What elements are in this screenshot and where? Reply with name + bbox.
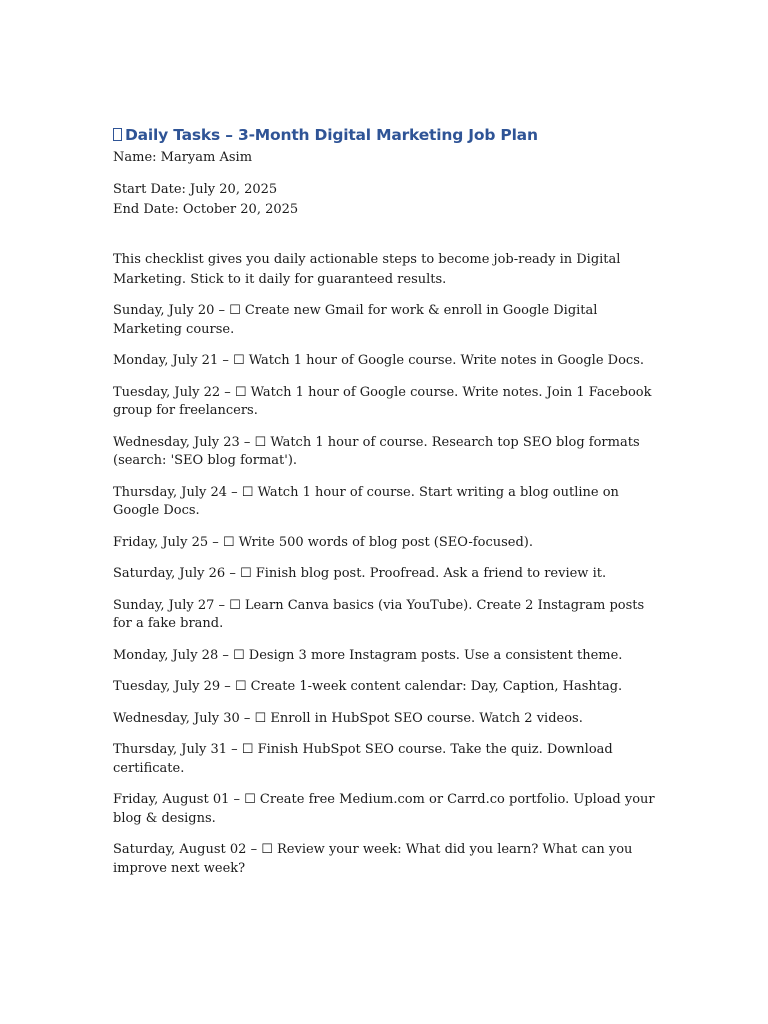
task-checkbox-icon[interactable]: ☐ (234, 384, 247, 400)
task-text: Create new Gmail for work & enroll in Google Digital Marketing course. (113, 303, 598, 337)
task-text: Create free Medium.com or Carrd.co portfolio. Upload your blog & designs. (113, 792, 655, 826)
missing-glyph-icon (113, 128, 122, 141)
task-item: Wednesday, July 23 – ☐ Watch 1 hour of course. Research top SEO blog formats (search: 'SEO blog format'). (113, 434, 640, 468)
task-text: Design 3 more Instagram posts. Use a consistent theme. (244, 647, 623, 663)
end-date-line: End Date: October 20, 2025 (113, 202, 299, 217)
name-line: Name: Maryam Asim (113, 150, 253, 165)
task-day: Sunday, July 20 (113, 303, 215, 318)
task-item: Thursday, July 24 – ☐ Watch 1 hour of course. Start writing a blog outline on Google Docs. (113, 484, 619, 518)
task-text: Review your week: What did you learn? What can you improve next week? (113, 842, 633, 876)
task-day: Friday, July 25 (113, 534, 209, 550)
task-item: Saturday, July 26 – ☐ Finish blog post. Proofread. Ask a friend to review it. (113, 565, 658, 584)
task-day: Monday, July 28 (113, 647, 219, 663)
task-checkbox-icon[interactable]: ☐ (239, 566, 252, 581)
task-day: Tuesday, July 29 (113, 679, 221, 694)
task-day: Monday, July 21 (113, 353, 219, 368)
task-day: Tuesday, July 22 (113, 384, 221, 400)
task-text: Watch 1 hour of course. Research top SEO blog formats (search: 'SEO blog format'). (113, 434, 640, 468)
task-checkbox-icon[interactable]: ☐ (233, 353, 245, 368)
task-item: Saturday, August 02 – ☐ Review your week: What did you learn? What can you improve next week? (113, 842, 633, 876)
task-item: Tuesday, July 22 – ☐ Watch 1 hour of Google course. Write notes. Join 1 Facebook group for freelancers. (113, 384, 652, 418)
task-day: Wednesday, July 23 (113, 434, 240, 450)
task-day: Sunday, July 27 (113, 597, 215, 613)
task-day: Thursday, July 31 (113, 742, 228, 757)
task-text: Learn Canva basics (via YouTube). Create 2 Instagram posts for a fake brand. (113, 597, 645, 631)
task-text: Create 1-week content calendar: Day, Caption, Hashtag. (246, 679, 623, 694)
task-text: Watch 1 hour of Google course. Write notes in Google Docs. (244, 353, 644, 368)
document-page (113, 124, 658, 878)
start-date-line: Start Date: July 20, 2025 (113, 182, 278, 197)
task-checkbox-icon[interactable]: ☐ (254, 434, 267, 450)
task-text: Enroll in HubSpot SEO course. Watch 2 videos. (266, 710, 583, 726)
intro-paragraph: This checklist gives you daily actionable steps to become job-ready in Digital Marketing. Stick to it daily for guaranteed results. (113, 252, 621, 287)
task-day: Friday, August 01 (113, 792, 230, 807)
task-checkbox-icon[interactable]: ☐ (244, 792, 256, 807)
task-text: Finish blog post. Proofread. Ask a friend to review it. (251, 566, 607, 581)
task-day: Wednesday, July 30 (113, 710, 240, 726)
document-title (113, 124, 658, 146)
task-text: Watch 1 hour of course. Start writing a blog outline on Google Docs. (113, 484, 619, 518)
task-checkbox-icon[interactable]: ☐ (241, 484, 254, 500)
task-day: Saturday, August 02 (113, 842, 247, 857)
task-text: Write 500 words of blog post (SEO-focused). (234, 534, 533, 550)
task-list (113, 302, 658, 878)
task-text: Watch 1 hour of Google course. Write notes. Join 1 Facebook group for freelancers. (113, 384, 652, 418)
document-title-text: Daily Tasks – 3-Month Digital Marketing Job Plan (125, 126, 538, 144)
task-checkbox-icon[interactable]: ☐ (229, 597, 241, 613)
task-day: Thursday, July 24 (113, 484, 228, 500)
task-checkbox-icon[interactable]: ☐ (234, 679, 247, 694)
task-item: Thursday, July 31 – ☐ Finish HubSpot SEO course. Take the quiz. Download certificate. (113, 742, 613, 776)
task-item: Sunday, July 20 – ☐ Create new Gmail for work & enroll in Google Digital Marketing course. (113, 303, 598, 337)
task-item: Friday, July 25 – ☐ Write 500 words of blog post (SEO-focused). (113, 534, 658, 553)
task-checkbox-icon[interactable]: ☐ (222, 534, 235, 550)
task-item: Friday, August 01 – ☐ Create free Medium.com or Carrd.co portfolio. Upload your blog & designs. (113, 792, 655, 826)
task-checkbox-icon[interactable]: ☐ (241, 742, 254, 757)
task-item: Monday, July 21 – ☐ Watch 1 hour of Google course. Write notes in Google Docs. (113, 352, 658, 371)
task-checkbox-icon[interactable]: ☐ (261, 842, 273, 857)
task-checkbox-icon[interactable]: ☐ (254, 710, 267, 726)
task-text: Finish HubSpot SEO course. Take the quiz. Download certificate. (113, 742, 613, 776)
task-item: Wednesday, July 30 – ☐ Enroll in HubSpot SEO course. Watch 2 videos. (113, 710, 658, 729)
task-item: Monday, July 28 – ☐ Design 3 more Instagram posts. Use a consistent theme. (113, 647, 658, 666)
task-day: Saturday, July 26 (113, 566, 226, 581)
task-checkbox-icon[interactable]: ☐ (233, 647, 245, 663)
task-item: Sunday, July 27 – ☐ Learn Canva basics (via YouTube). Create 2 Instagram posts for a fake brand. (113, 597, 645, 631)
task-checkbox-icon[interactable]: ☐ (229, 303, 241, 318)
task-item: Tuesday, July 29 – ☐ Create 1-week content calendar: Day, Caption, Hashtag. (113, 678, 658, 697)
